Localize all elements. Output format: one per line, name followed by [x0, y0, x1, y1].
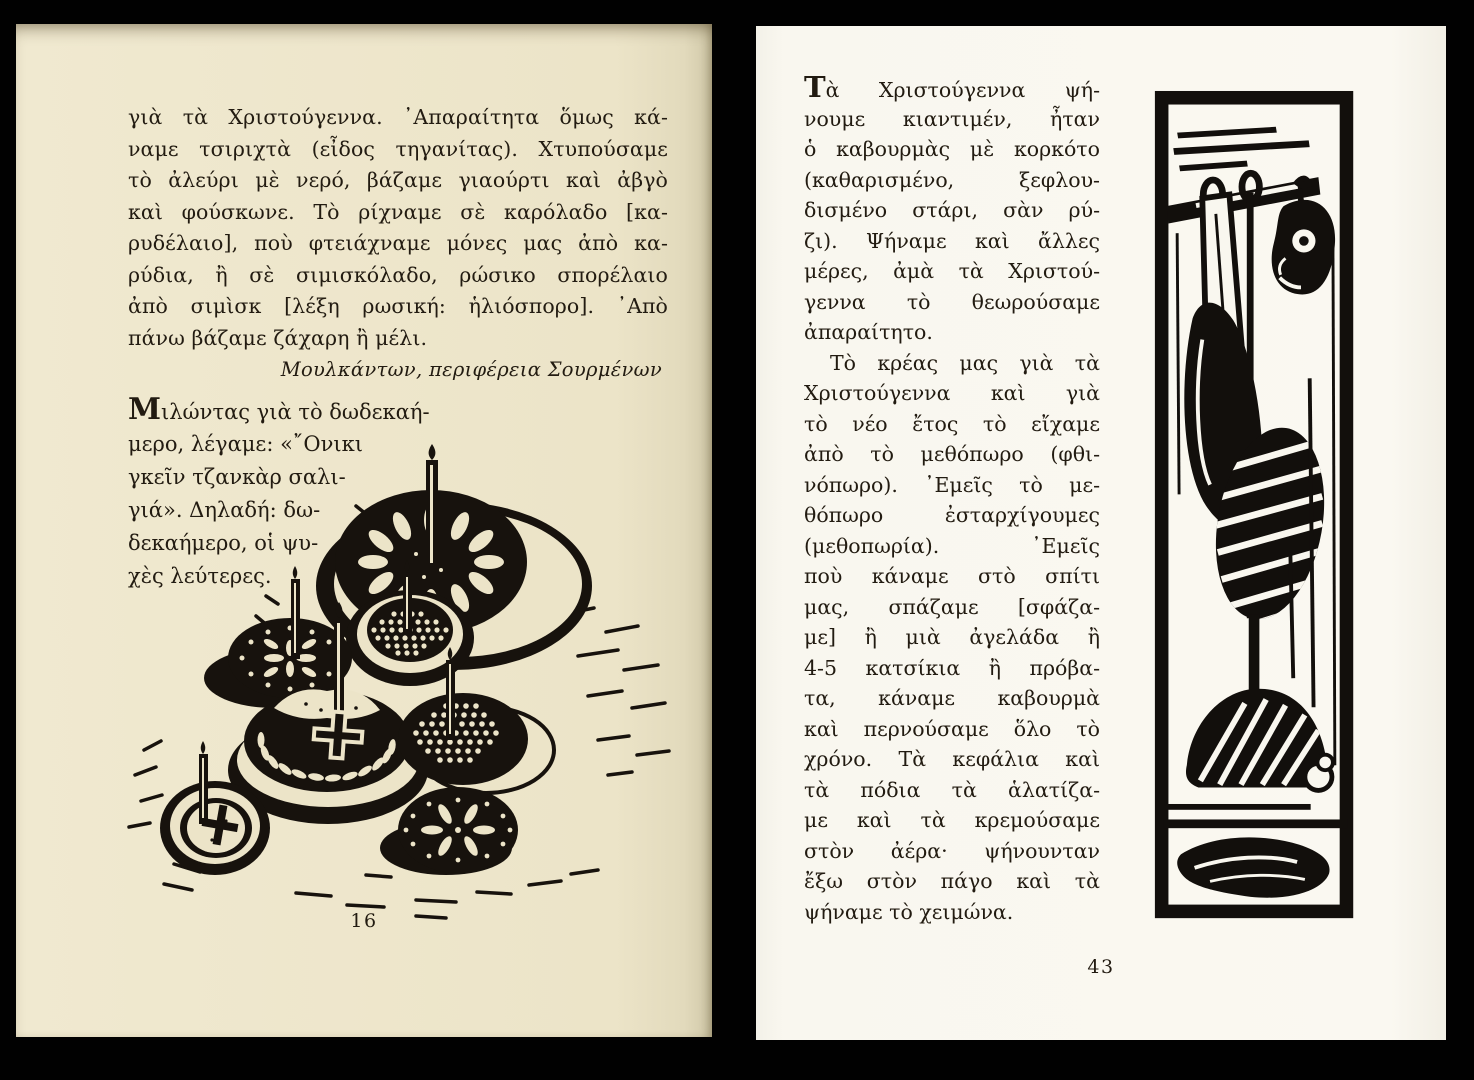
text-line: ὁ καβουρμὰς μὲ κορκότο: [804, 137, 1100, 161]
text-line: ἀπαραίτητο.: [804, 320, 933, 344]
text-line: Χριστούγεννα καὶ γιὰ: [804, 381, 1100, 405]
right-text-column: [804, 73, 1100, 927]
text-line: στὸν ἀέρα· ψήνουνταν: [804, 838, 1100, 863]
text-line: 4-5 κατσίκια ἢ πρόβα-: [804, 655, 1100, 680]
left-page: [16, 24, 712, 1037]
text-line: τὸ νέο ἔτος τὸ εἴχαμε: [804, 411, 1100, 436]
text-line: δισμένο στάρι, σὰν ρύ-: [804, 198, 1100, 222]
right-page-number: 43: [1087, 956, 1115, 978]
text-line: με] ἢ μιὰ ἀγελάδα ἢ: [804, 625, 1100, 649]
text-line: ἀπὸ σιμὶσκ [λέξη ρωσική: ἡλιόσπορο]. ᾿Απὸ: [128, 294, 668, 318]
text-line: γκεῖν τζανκὰρ σαλι-: [128, 465, 346, 489]
text-line: τὸ ἀλεύρι μὲ νερό, βάζαμε γιαούρτι καὶ ἀβγὸ: [128, 168, 668, 192]
text-line: ναμε τσιριχτὰ (εἶδος τηγανίτας). Χτυπούσαμε: [128, 136, 668, 161]
text-line: Μιλώντας γιὰ τὸ δωδεκαή-: [128, 395, 464, 428]
text-line: με καὶ τὰ κρεμούσαμε: [804, 808, 1100, 832]
text-line: ποὺ κάναμε στὸ σπίτι: [804, 564, 1100, 588]
text-line: (καθαρισμένο, ξεφλου-: [804, 167, 1100, 192]
text-line: ρύδια, ἢ σὲ σιμισκόλαδο, ρώσικο σπορέλαιο: [128, 262, 668, 287]
text-line: χρόνο. Τὰ κεφάλια καὶ: [804, 747, 1100, 771]
text-line: χὲς λεύτερες.: [128, 564, 272, 588]
text-line: νόπωρο). ᾿Εμεῖς τὸ με-: [804, 472, 1100, 497]
text-line: γιά». Δηλαδή: δω-: [128, 498, 321, 522]
text-line: τὰ πόδια τὰ ἁλατίζα-: [804, 777, 1100, 802]
text-line: καὶ περνούσαμε ὅλο τὸ: [804, 716, 1100, 741]
text-line: θόπωρο ἐσταρχίγουμες: [804, 503, 1100, 527]
text-line: γεννα τὸ θεωρούσαμε: [804, 289, 1100, 314]
breads-woodcut-illustration: [116, 444, 696, 924]
dropcap-M: Μ: [128, 395, 162, 427]
dropcap-T: Τ: [804, 73, 826, 104]
text-line: ζι). Ψήναμε καὶ ἄλλες: [804, 228, 1100, 253]
hanging-meat-woodcut-illustration: [1152, 74, 1360, 939]
text-line: γιὰ τὰ Χριστούγεννα. ᾿Απαραίτητα ὅμως κά-: [128, 105, 668, 129]
text-line: μερο, λέγαμε: «῎Ονικι: [128, 432, 363, 456]
text-line: ἔξω στὸν πάγο καὶ τὰ: [804, 869, 1100, 893]
right-page: [756, 26, 1446, 1040]
text-line: μας, σπάζαμε [σφάζα-: [804, 594, 1100, 619]
text-line: δεκαήμερο, οἱ ψυ-: [128, 531, 319, 555]
text-line: μέρες, ἀμὰ τὰ Χριστού-: [804, 259, 1100, 283]
text-line: (μεθοπωρία). ᾿Εμεῖς: [804, 533, 1100, 558]
text-line: πάνω βάζαμε ζάχαρη ἢ μέλι.: [128, 325, 428, 350]
left-paragraph-1: [128, 102, 668, 354]
text-line: ἀπὸ τὸ μεθόπωρο (φθι-: [804, 442, 1100, 466]
text-line: καὶ φούσκωνε. Τὸ ρίχναμε σὲ καρόλαδο [κα-: [128, 199, 668, 224]
text-line: τα, κάναμε καβουρμὰ: [804, 686, 1100, 710]
text-line: ψήναμε τὸ χειμώνα.: [804, 899, 1014, 924]
text-line: ρυδέλαιο], ποὺ φτειάχναμε μόνες μας ἀπὸ κα-: [128, 231, 668, 255]
left-page-number: 16: [350, 910, 378, 932]
text-line: Τὰ Χριστούγεννα ψή-: [804, 73, 1100, 104]
text-line: νουμε κιαντιμέν, ἦταν: [804, 106, 1100, 131]
attribution-line: Μουλκάντων, περιφέρεια Σουρμένων: [280, 358, 662, 381]
text-line: Τὸ κρέας μας γιὰ τὰ: [830, 350, 1100, 375]
